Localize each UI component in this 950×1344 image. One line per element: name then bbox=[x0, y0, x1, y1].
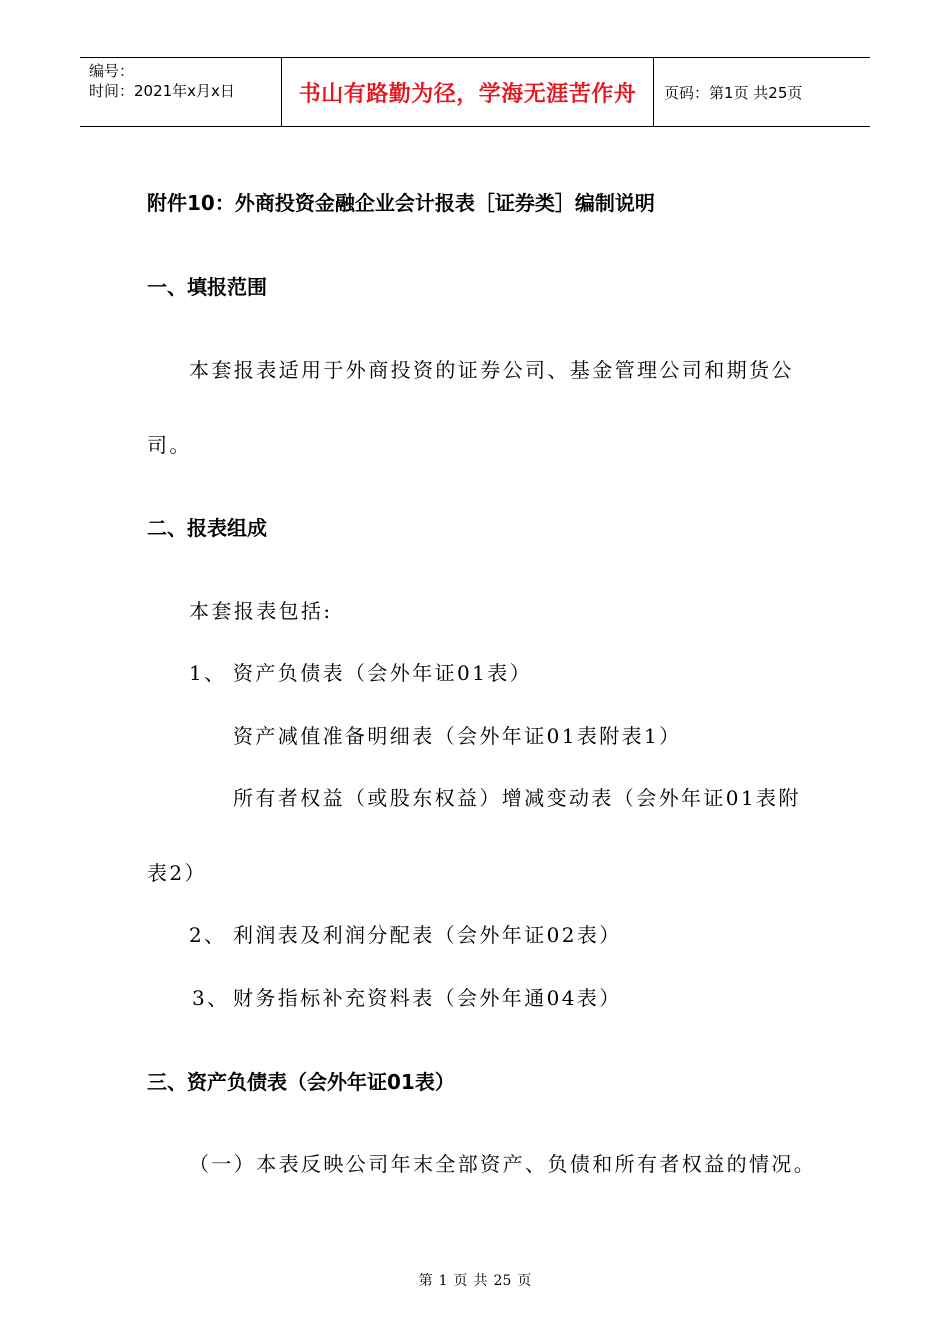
header-motto: 书山有路勤为径，学海无涯苦作舟 bbox=[298, 81, 637, 107]
list-item-3-number: 3、 bbox=[192, 986, 230, 1010]
list-item-3-text: 财务指标补充资料表（会外年通04表） bbox=[233, 986, 622, 1010]
list-item-1-sub-2-line-2: 表2） bbox=[147, 861, 207, 885]
list-item-1-text: 资产负债表（会外年证01表） bbox=[233, 661, 533, 685]
document-title: 附件10：外商投资金融企业会计报表［证券类］编制说明 bbox=[147, 191, 655, 215]
header-motto-cell bbox=[281, 58, 654, 126]
section-3-paragraph: （一）本表反映公司年末全部资产、负债和所有者权益的情况。 bbox=[189, 1152, 817, 1176]
footer-total-pages: 25 bbox=[493, 1273, 512, 1289]
footer-gong: 共 bbox=[473, 1273, 488, 1289]
section-1-paragraph-line-1: 本套报表适用于外商投资的证券公司、基金管理公司和期货公 bbox=[189, 358, 794, 382]
footer-di: 第 bbox=[418, 1273, 433, 1289]
list-item-2-text: 利润表及利润分配表（会外年证02表） bbox=[233, 923, 622, 947]
footer-page-number: 1 bbox=[438, 1273, 448, 1289]
list-item-1-sub-1: 资产减值准备明细表（会外年证01表附表1） bbox=[233, 724, 682, 748]
header-meta bbox=[80, 58, 281, 126]
list-item-1-number: 1、 bbox=[189, 661, 227, 685]
footer-ye: 页 bbox=[453, 1273, 468, 1289]
section-3-heading: 三、资产负债表（会外年证01表） bbox=[147, 1070, 455, 1094]
page-footer bbox=[0, 1270, 950, 1290]
section-2-intro: 本套报表包括: bbox=[189, 599, 333, 623]
footer-ye-2: 页 bbox=[517, 1273, 532, 1289]
document-number-label: 编号： bbox=[89, 62, 135, 80]
header-table bbox=[80, 57, 870, 127]
header-page-info-cell bbox=[654, 58, 870, 126]
section-1-heading: 一、填报范围 bbox=[147, 275, 267, 299]
list-item-2-number: 2、 bbox=[189, 923, 227, 947]
header-page-info: 页码：第1页 共25页 bbox=[664, 83, 803, 102]
list-item-1-sub-2-line-1: 所有者权益（或股东权益）增减变动表（会外年证01表附 bbox=[233, 786, 801, 810]
document-time-label: 时间：2021年x月x日 bbox=[89, 82, 235, 100]
section-2-heading: 二、报表组成 bbox=[147, 516, 267, 540]
section-1-paragraph-line-2: 司。 bbox=[147, 433, 192, 457]
